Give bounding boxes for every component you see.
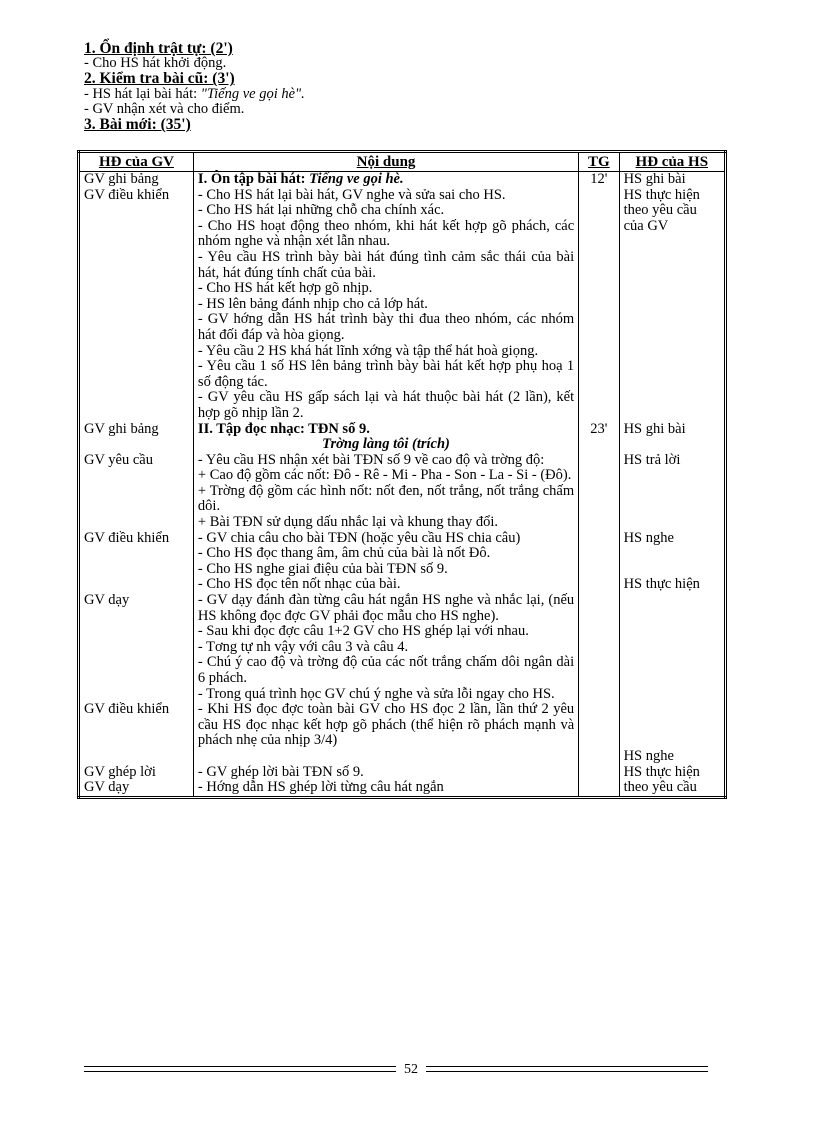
content-line: - Cho HS hoạt động theo nhóm, khi hát kết hợp gõ phách, các nhóm nghe và nhận xét lẫn nhau.: [197, 217, 575, 250]
tg-cell: [579, 577, 619, 702]
hs-cell: HS thực hiện: [619, 577, 725, 702]
page-number: 52: [396, 1062, 426, 1078]
header-gv: HĐ của GV: [79, 152, 194, 172]
content-line: - Yêu cầu HS nhận xét bài TĐN số 9 về cao độ và trờng độ:: [197, 451, 545, 468]
gv-cell: GV điều khiển: [79, 531, 194, 578]
table-row: [79, 577, 726, 702]
hs-cell: HS thực hiện theo yêu cầu: [619, 765, 725, 798]
section-title: II. Tập đọc nhạc: TĐN số 9.: [197, 420, 370, 437]
content-line: - Khi HS đọc đợc toàn bài GV cho HS đọc 2 lần, lần thứ 2 yêu cầu HS đọc nhạc kết hợp gõ phách (thể hiện rõ phách mạnh và phách nhẹ của nhịp 3/4): [197, 701, 575, 749]
content-line: - Cho HS hát kết hợp gõ nhịp.: [197, 280, 373, 297]
tg-cell: 12': [579, 172, 619, 422]
content-cell: [193, 422, 578, 453]
content-line: - Yêu cầu HS trình bày bài hát đúng tình cảm sắc thái của bài hát, hát đúng tính chất của bài.: [197, 248, 575, 281]
content-cell: [193, 172, 578, 422]
content-line: - HS lên bảng đánh nhịp cho cả lớp hát.: [197, 295, 428, 312]
lesson-table: [77, 150, 727, 799]
content-line: - Cho HS đọc tên nốt nhạc của bài.: [197, 576, 401, 593]
tg-cell: [579, 765, 619, 798]
gv-cell: GV ghi bảng: [79, 422, 194, 453]
tg-cell: [579, 453, 619, 531]
heading-on-dinh: 1. Ổn định trật tự: (2'): [84, 40, 233, 57]
content-line: + Bài TĐN sử dụng dấu nhắc lại và khung thay đổi.: [197, 514, 499, 531]
content-line: - Yêu cầu 2 HS khá hát lĩnh xớng và tập thể hát hoà giọng.: [197, 342, 539, 359]
section-title: [198, 172, 574, 188]
content-line: - GV chia câu cho bài TĐN (hoặc yêu cầu HS chia câu): [197, 529, 521, 546]
content-line: - Chú ý cao độ và trờng độ của các nốt trắng chấm dôi ngân dài 6 phách.: [197, 654, 575, 686]
table-row: [79, 702, 726, 765]
table-row: [79, 172, 726, 422]
content-cell: [193, 702, 578, 765]
content-line: - Trong quá trình học GV chú ý nghe và sửa lỗi ngay cho HS.: [197, 685, 555, 702]
header-tg: TG: [579, 152, 619, 172]
intro-section: [84, 41, 724, 132]
table-row: [79, 422, 726, 453]
section-song: Tiếng ve gọi hè.: [309, 171, 404, 187]
song-title: "Tiếng ve gọi hè".: [200, 85, 305, 102]
content-line: - Cho HS đọc thang âm, âm chủ của bài là nốt Đô.: [197, 545, 491, 562]
header-content: Nội dung: [193, 152, 578, 172]
section-title-text: I. Ôn tập bài hát:: [197, 171, 310, 187]
tg-cell: [579, 702, 619, 765]
hs-cell-text: HS nghe: [623, 748, 674, 765]
table-header-row: [79, 152, 726, 172]
content-line: - Yêu cầu 1 số HS lên bảng trình bày bài hát kết hợp phụ hoạ 1 số động tác.: [197, 358, 575, 390]
intro-line: [84, 87, 724, 102]
hs-cell: [619, 702, 725, 765]
header-hs: HĐ của HS: [619, 152, 725, 172]
tg-cell: [579, 531, 619, 578]
gv-cell: GV ghép lời GV dạy: [79, 765, 194, 798]
content-cell: [193, 765, 578, 798]
hs-cell: HS ghi bài HS thực hiện theo yêu cầu của GV: [619, 172, 725, 422]
content-line: - GV ghép lời bài TĐN số 9.: [197, 763, 364, 780]
gv-cell: GV yêu cầu: [79, 453, 194, 531]
content-line: - GV yêu cầu HS gấp sách lại và hát thuộc bài hát (2 lần), kết hợp gõ nhịp lần 2.: [197, 389, 575, 421]
hs-cell: HS trả lời: [619, 453, 725, 531]
content-cell: [193, 577, 578, 702]
heading-kiem-tra: 2. Kiểm tra bài cũ: (3'): [84, 70, 235, 88]
content-cell: [193, 531, 578, 578]
content-cell: [193, 453, 578, 531]
heading-bai-moi: 3. Bài mới: (35'): [84, 116, 191, 134]
intro-line: - GV nhận xét và cho điểm.: [84, 100, 245, 117]
content-line: - GV hớng dẫn HS hát trình bày thi đua theo nhóm, các nhóm hát đối đáp và hòa giọng.: [197, 311, 575, 343]
content-line: - Cho HS nghe giai điệu của bài TĐN số 9.: [197, 560, 448, 577]
gv-cell: [79, 577, 194, 702]
table-row: [79, 531, 726, 578]
intro-line: - Cho HS hát khởi động.: [84, 55, 227, 72]
content-line: - Sau khi đọc đợc câu 1+2 GV cho HS ghép lại với nhau.: [197, 623, 529, 640]
content-line: - GV dạy đánh đàn từng câu hát ngắn HS nghe và nhắc lại, (nếu HS không đọc đợc GV phải đọc mẫu cho HS nghe).: [197, 592, 575, 624]
gv-cell: GV ghi bảng GV điều khiển: [79, 172, 194, 422]
content-line: - Tơng tự nh vậy với câu 3 và câu 4.: [197, 638, 409, 655]
tg-cell: 23': [579, 422, 619, 453]
gv-cell-text: GV dạy: [84, 592, 130, 609]
table-row: [79, 453, 726, 531]
intro-text: - HS hát lại bài hát:: [84, 85, 201, 102]
gv-cell: GV điều khiển: [79, 702, 194, 765]
section-subtitle: Trờng làng tôi (trích): [322, 436, 450, 453]
hs-cell: HS nghe: [619, 531, 725, 578]
content-line: + Cao độ gồm các nốt: Đô - Rê - Mi - Pha - Son - La - Si - (Đô).: [197, 467, 572, 484]
content-line: - Cho HS hát lại bài hát, GV nghe và sửa sai cho HS.: [197, 186, 506, 203]
content-line: + Trờng độ gồm các hình nốt: nốt đen, nốt trắng, nốt trắng chấm dôi.: [197, 482, 575, 515]
content-line: - Hớng dẫn HS ghép lời từng câu hát ngắn: [197, 780, 444, 795]
content-line: - Cho HS hát lại những chỗ cha chính xác.: [197, 202, 445, 219]
table-row: [79, 765, 726, 798]
hs-cell: HS ghi bài: [619, 422, 725, 453]
